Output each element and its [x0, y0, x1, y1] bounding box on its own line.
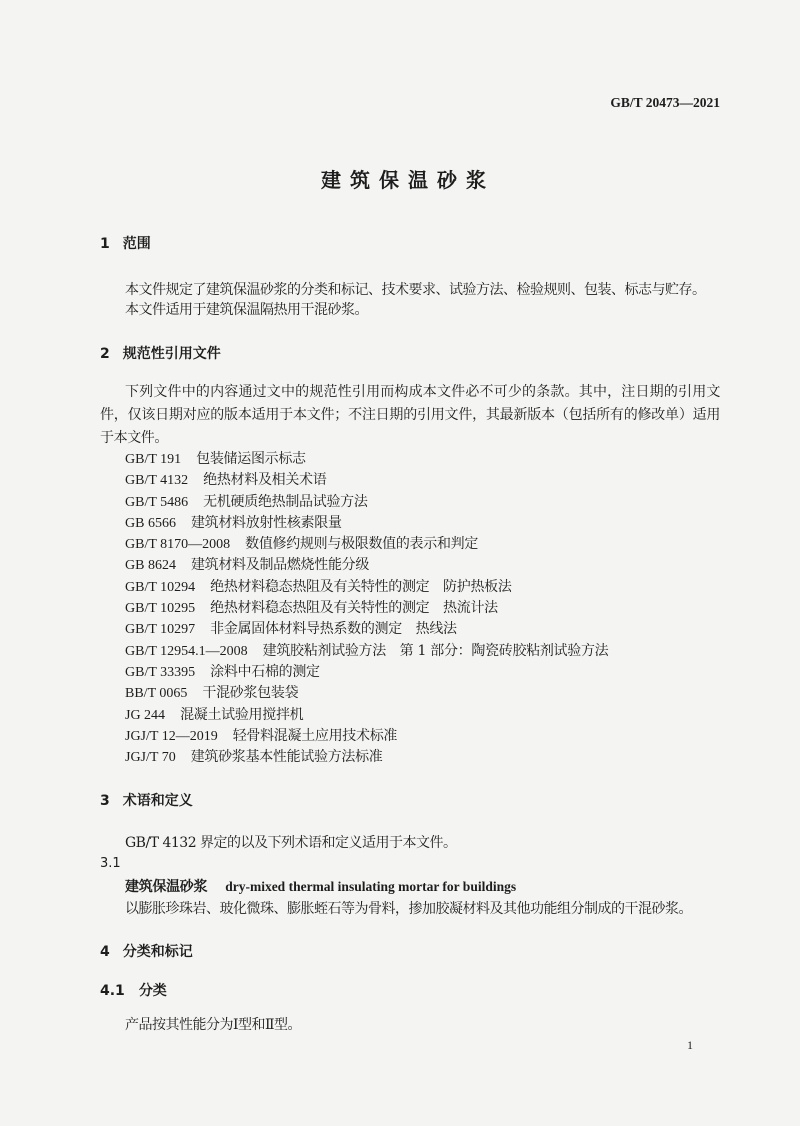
reference-code: GB/T 8170—2008 [125, 537, 231, 553]
reference-code: JG 244 [125, 707, 166, 723]
reference-title: 绝热材料稳态热阻及有关特性的测定 热流计法 [210, 600, 498, 617]
section-title: 术语和定义 [122, 793, 193, 809]
reference-item [125, 470, 608, 491]
subsection-4-1-heading [100, 981, 167, 1001]
subsection-4-1-text: 产品按其性能分为Ⅰ型和Ⅱ型。 [125, 1017, 302, 1033]
term-name-english: dry-mixed thermal insulating mortar for buildings [225, 879, 517, 894]
reference-code: GB/T 4132 [125, 473, 189, 489]
reference-item [125, 577, 608, 598]
reference-title: 建筑材料及制品燃烧性能分级 [190, 557, 370, 574]
reference-item [125, 662, 608, 683]
reference-code: GB/T 33395 [125, 664, 196, 680]
reference-item [125, 726, 608, 747]
section-1-paragraph-2: 本文件适用于建筑保温隔热用干混砂浆。 [125, 302, 368, 318]
reference-item [125, 747, 608, 768]
reference-item [125, 683, 608, 704]
reference-title: 绝热材料及相关术语 [203, 472, 327, 489]
section-3-intro: GB/T 4132 界定的以及下列术语和定义适用于本文件。 [125, 835, 457, 851]
document-title: 建筑保温砂浆 [321, 168, 495, 192]
reference-item [125, 598, 608, 619]
reference-item [125, 619, 608, 640]
reference-title: 绝热材料稳态热阻及有关特性的测定 防护热板法 [210, 578, 512, 595]
section-title: 规范性引用文件 [122, 346, 221, 362]
subsection-title: 分类 [138, 983, 167, 999]
section-2-intro-paragraph: 下列文件中的内容通过文中的规范性引用而构成本文件必不可少的条款。其中，注日期的引用文件，仅该日期对应的版本适用于本文件；不注日期的引用文件，其最新版本（包括所有的修改单）适用于本文件。 [100, 384, 720, 446]
reference-title: 干混砂浆包装袋 [202, 685, 299, 702]
section-title: 分类和标记 [122, 944, 193, 960]
reference-item [125, 705, 608, 726]
reference-code: GB/T 12954.1—2008 [125, 643, 248, 659]
reference-item [125, 555, 608, 576]
reference-title: 建筑胶粘剂试验方法 第 1 部分：陶瓷砖胶粘剂试验方法 [262, 642, 609, 659]
section-number: 2 [100, 346, 110, 362]
term-definition: 以膨胀珍珠岩、玻化微珠、膨胀蛭石等为骨料，掺加胶凝材料及其他功能组分制成的干混砂浆。 [125, 901, 692, 917]
section-number: 3 [100, 793, 110, 809]
reference-item [125, 641, 608, 662]
reference-code: GB 8624 [125, 558, 176, 574]
reference-title: 包装储运图示标志 [196, 451, 306, 467]
reference-title: 建筑材料放射性核素限量 [190, 514, 342, 531]
reference-title: 非金属固体材料导热系数的测定 热线法 [210, 621, 457, 638]
section-number: 4 [100, 944, 110, 960]
reference-title: 混凝土试验用搅拌机 [180, 706, 304, 723]
term-name-chinese: 建筑保温砂浆 [125, 879, 208, 895]
reference-code: GB 6566 [125, 515, 176, 531]
reference-title: 建筑砂浆基本性能试验方法标准 [190, 749, 383, 766]
page-number: 1 [687, 1038, 693, 1052]
reference-title: 涂料中石棉的测定 [210, 663, 320, 680]
reference-code: GB/T 10295 [125, 601, 196, 617]
section-1-paragraph-1: 本文件规定了建筑保温砂浆的分类和标记、技术要求、试验方法、检验规则、包装、标志与贮存。 [125, 282, 706, 298]
section-3-heading [100, 791, 193, 811]
section-1-heading [100, 234, 151, 254]
reference-code: GB/T 10297 [125, 622, 196, 638]
reference-title: 数值修约规则与极限数值的表示和判定 [245, 536, 479, 553]
reference-code: GB/T 10294 [125, 579, 196, 595]
normative-reference-list [125, 449, 608, 768]
section-title: 范围 [122, 236, 151, 252]
reference-item [125, 492, 608, 513]
section-2-heading [100, 344, 221, 364]
reference-code: GB/T 191 [125, 452, 182, 467]
term-number: 3.1 [100, 856, 121, 871]
reference-item [125, 449, 608, 470]
reference-title: 无机硬质绝热制品试验方法 [203, 493, 368, 510]
section-4-heading [100, 942, 193, 962]
reference-item [125, 513, 608, 534]
standard-code-header: GB/T 20473—2021 [610, 95, 720, 110]
reference-code: GB/T 5486 [125, 494, 189, 510]
section-number: 1 [100, 236, 110, 252]
term-heading [125, 876, 516, 897]
reference-code: JGJ/T 12—2019 [125, 728, 218, 744]
reference-item [125, 534, 608, 555]
reference-code: BB/T 0065 [125, 686, 188, 702]
reference-code: JGJ/T 70 [125, 750, 176, 766]
subsection-number: 4.1 [100, 983, 125, 999]
reference-title: 轻骨料混凝土应用技术标准 [232, 727, 398, 744]
